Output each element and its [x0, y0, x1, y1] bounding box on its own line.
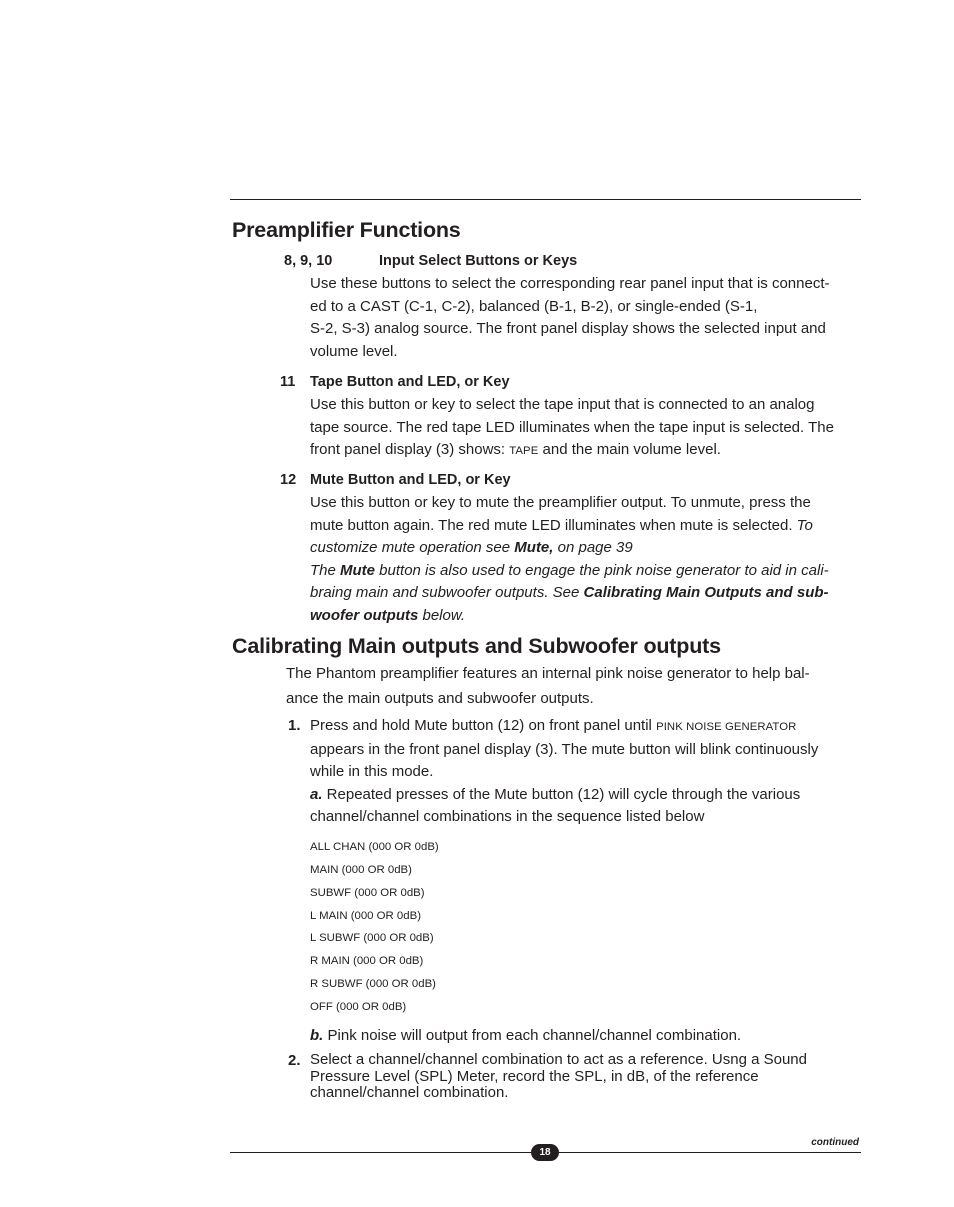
- step-number: 1.: [288, 717, 301, 734]
- body-line: Select a channel/channel combination to act as a reference. Usng a Sound: [310, 1051, 807, 1068]
- sequence-item: MAIN (000 OR 0dB): [310, 864, 412, 876]
- body-line: Pressure Level (SPL) Meter, record the SPL, in dB, of the reference: [310, 1067, 759, 1085]
- body-line: while in this mode.: [310, 763, 434, 781]
- item-number: 11: [280, 374, 296, 390]
- body-line: [310, 715, 862, 739]
- display-text: PINK NOISE GENERATOR: [656, 721, 797, 733]
- top-rule: [230, 199, 861, 200]
- body-line: channel/channel combinations in the sequence listed below: [310, 808, 705, 826]
- body-line: [310, 784, 862, 807]
- step-1-body: [310, 715, 862, 829]
- sequence-item: R MAIN (000 OR 0dB): [310, 955, 424, 967]
- text: button is also used to engage the pink noise generator to aid in cali-: [375, 561, 829, 579]
- sequence-item: ALL CHAN (000 OR 0dB): [310, 841, 439, 853]
- item-body-input-select: [310, 273, 862, 363]
- body-line: [310, 515, 862, 538]
- step-2-body: [310, 1052, 862, 1102]
- section-intro: [286, 661, 838, 711]
- text: on page 39: [553, 539, 633, 557]
- body-line: [310, 582, 862, 605]
- text: The: [310, 561, 341, 579]
- body-line: ance the main outputs and subwoofer outputs.: [286, 690, 594, 707]
- item-body-mute: [310, 492, 862, 628]
- text: To: [796, 516, 813, 534]
- body-line: Use this button or key to mute the preamplifier output. To unmute, press the: [310, 494, 811, 511]
- body-line: appears in the front panel display (3). The mute button will blink continuously: [310, 740, 819, 758]
- continued-label: continued: [811, 1137, 859, 1148]
- display-text: TAPE: [509, 445, 539, 458]
- body-line: [310, 537, 862, 560]
- body-line: Use these buttons to select the corresponding rear panel input that is connect-: [310, 275, 830, 292]
- body-line: [310, 605, 862, 628]
- item-body-tape: [310, 394, 862, 463]
- item-heading-mute: Mute Button and LED, or Key: [310, 472, 511, 488]
- item-number: 8, 9, 10: [284, 253, 333, 269]
- sequence-item: L SUBWF (000 OR 0dB): [310, 932, 434, 944]
- section-title-preamplifier-functions: Preamplifier Functions: [232, 218, 461, 242]
- sub-label: b.: [310, 1027, 324, 1044]
- body-line: Use this button or key to select the tape input that is connected to an analog: [310, 396, 815, 413]
- sub-label: a.: [310, 785, 323, 803]
- text: below.: [418, 606, 466, 624]
- body-line: channel/channel combination.: [310, 1084, 509, 1101]
- sequence-item: L MAIN (000 OR 0dB): [310, 910, 421, 922]
- body-line: [310, 560, 862, 583]
- text: Press and hold Mute button (12) on front panel until: [310, 717, 657, 734]
- sequence-item: SUBWF (000 OR 0dB): [310, 887, 425, 899]
- body-line: The Phantom preamplifier features an internal pink noise generator to help bal-: [286, 665, 810, 682]
- item-number: 12: [280, 472, 297, 488]
- sequence-item: OFF (000 OR 0dB): [310, 1001, 407, 1013]
- page-number-badge: 18: [531, 1144, 559, 1161]
- text: Repeated presses of the Mute button (12) will cycle through the various: [322, 785, 801, 803]
- item-heading-tape: Tape Button and LED, or Key: [310, 374, 510, 390]
- text: braing main and subwoofer outputs. See: [310, 584, 584, 602]
- step-1b: [310, 1025, 862, 1048]
- body-line: S-2, S-3) analog source. The front panel display shows the selected input and: [310, 320, 826, 338]
- text: customize mute operation see: [310, 539, 515, 557]
- body-line: ed to a CAST (C-1, C-2), balanced (B-1, B-2), or single-ended (S-1,: [310, 297, 758, 315]
- step-number: 2.: [288, 1052, 301, 1069]
- text: Mute,: [514, 539, 554, 557]
- text: and the main volume level.: [538, 441, 721, 459]
- sequence-item: R SUBWF (000 OR 0dB): [310, 978, 436, 990]
- item-heading-input-select: Input Select Buttons or Keys: [379, 253, 578, 269]
- text: Pink noise will output from each channel/channel combination.: [323, 1027, 742, 1044]
- text: Mute: [340, 561, 376, 579]
- body-line: [310, 439, 862, 463]
- text: front panel display (3) shows:: [310, 441, 510, 459]
- text: woofer outputs: [310, 606, 419, 624]
- text: mute button again. The red mute LED illuminates when mute is selected.: [310, 516, 797, 534]
- body-line: volume level.: [310, 342, 398, 360]
- section-title-calibrating: Calibrating Main outputs and Subwoofer outputs: [232, 634, 721, 658]
- body-line: tape source. The red tape LED illuminates when the tape input is selected. The: [310, 418, 834, 436]
- text: Calibrating Main Outputs and sub-: [583, 584, 829, 602]
